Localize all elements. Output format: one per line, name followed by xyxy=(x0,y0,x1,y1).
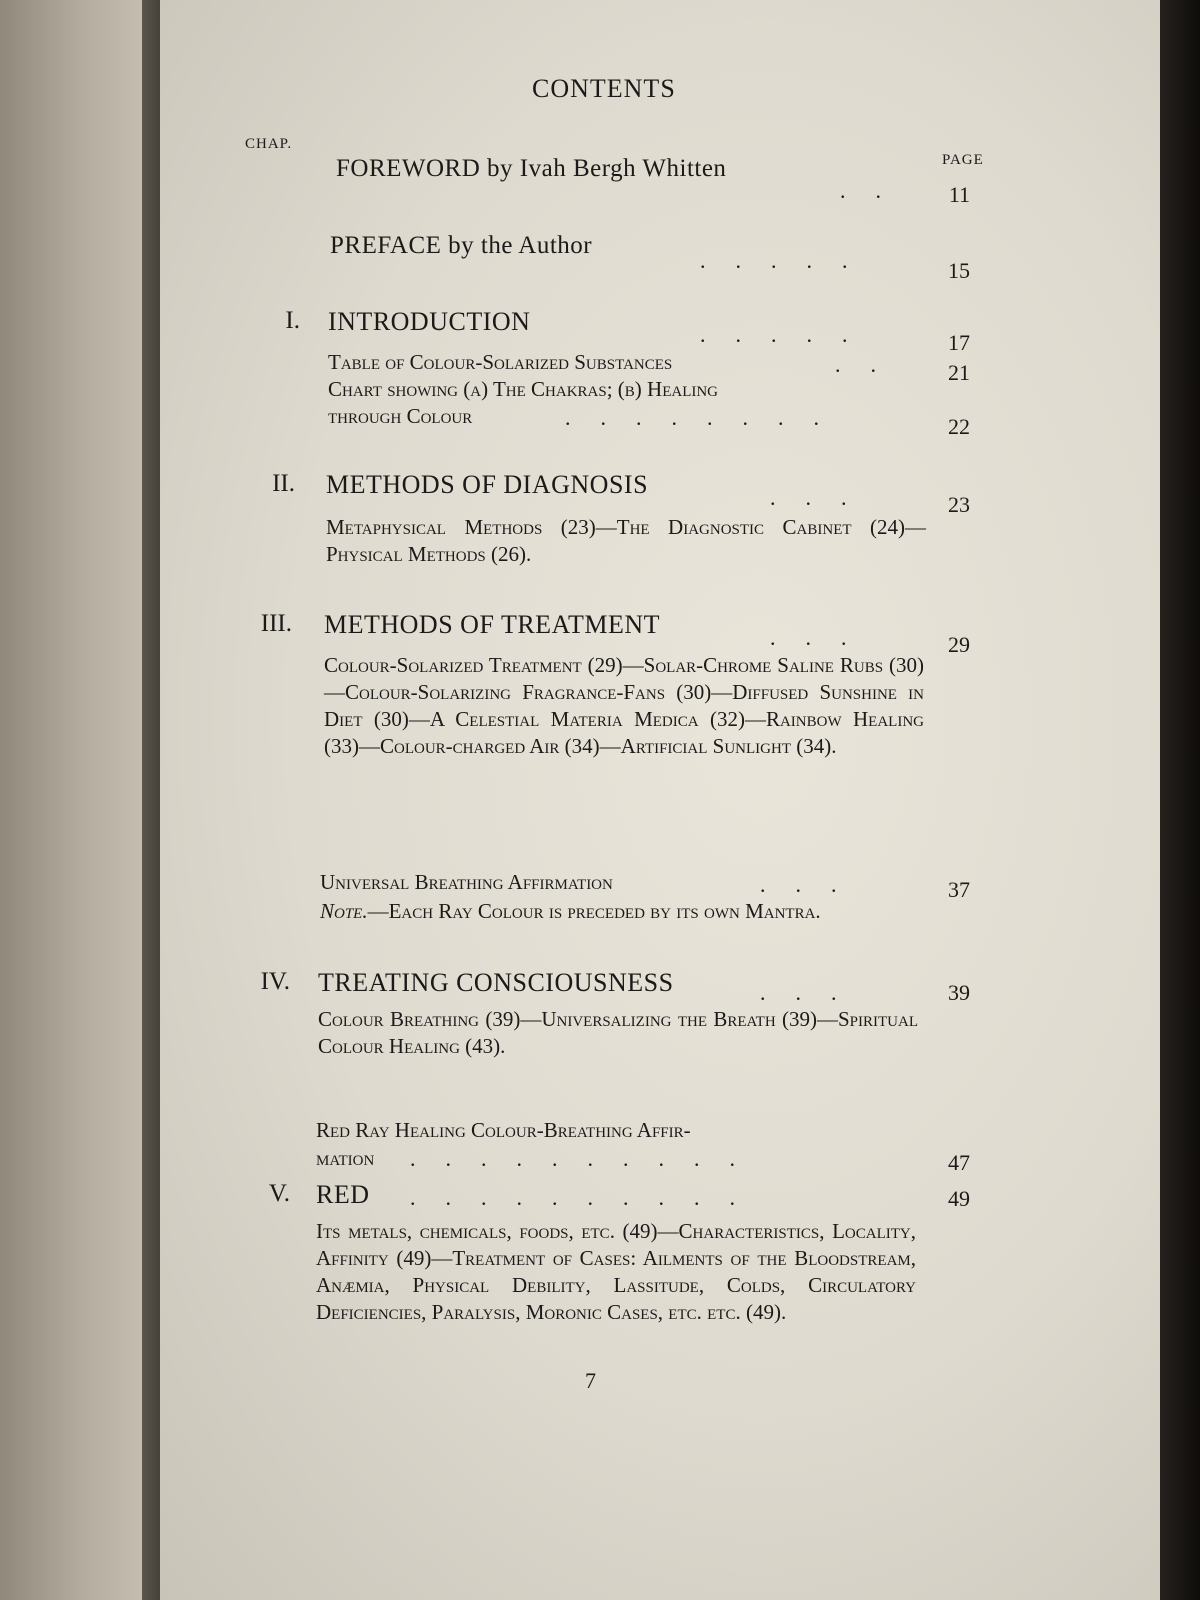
page-column-label: PAGE xyxy=(942,152,984,168)
dot-leader: ... xyxy=(760,980,867,1005)
note-text: —Each Ray Colour is preceded by its own Mantra. xyxy=(367,899,821,923)
page-title: CONTENTS xyxy=(532,74,676,103)
page-number: 47 xyxy=(948,1150,970,1175)
entry-title: FOREWORD by Ivah Bergh Whitten xyxy=(336,155,727,182)
chapter-number: III. xyxy=(260,610,292,637)
chapter-description: Colour Breathing (39)—Universalizing the Breath (39)—Spiritual Colour Healing (43). xyxy=(318,1007,918,1058)
page-number: 17 xyxy=(948,330,970,355)
entry-title: PREFACE by the Author xyxy=(330,232,593,259)
page-number: 29 xyxy=(948,632,970,657)
entry-title: METHODS OF DIAGNOSIS xyxy=(326,470,649,499)
entry-title: INTRODUCTION xyxy=(328,307,531,336)
entry-title: METHODS OF TREATMENT xyxy=(324,610,660,639)
entry-title: TREATING CONSCIOUSNESS xyxy=(318,968,674,997)
dot-leader: ... xyxy=(770,625,877,650)
dot-leader: .......... xyxy=(410,1185,765,1210)
chapter-number: IV. xyxy=(260,968,290,995)
page-number: 39 xyxy=(948,980,970,1005)
page-number: 23 xyxy=(948,492,970,517)
subentry-title: Table of Colour-Solarized Substances xyxy=(328,350,673,374)
page-number: 11 xyxy=(948,182,970,207)
subentry-page: 22 xyxy=(948,414,970,439)
entry-title-continued: mation xyxy=(316,1146,375,1170)
chapter-number: V. xyxy=(268,1180,290,1207)
subentry-title: Chart showing (a) The Chakras; (b) Healing xyxy=(328,377,719,401)
chapter-number: II. xyxy=(272,470,295,497)
facing-page-edge xyxy=(0,0,150,1600)
dot-leader: .......... xyxy=(410,1146,765,1171)
dot-leader: ... xyxy=(760,872,867,897)
contents-page xyxy=(160,0,1160,1600)
chapter-description: Metaphysical Methods (23)—The Diagnostic Cabinet (24)—Physical Methods (26). xyxy=(326,515,926,566)
page-number: 49 xyxy=(948,1186,970,1211)
page-folio: 7 xyxy=(585,1368,596,1393)
note-label: Note. xyxy=(320,899,368,923)
dot-leader: ........ xyxy=(565,405,849,430)
dot-leader: .. xyxy=(835,352,906,377)
note xyxy=(320,898,920,925)
page-number: 15 xyxy=(948,258,970,283)
chapter-description: Colour-Solarized Treatment (29)—Solar-Chrome Saline Rubs (30)—Colour-Solarizing Fragrance-Fans (30)—Diffused Sunshine in Diet (30)—A Celestial Materia Medica (32)—Rainbow Healing (33)—Colour-charged Air (34)—Artificial Sunlight (34). xyxy=(324,653,924,758)
page-number: 37 xyxy=(948,877,970,902)
dot-leader: ..... xyxy=(700,248,878,273)
subentry-page: 21 xyxy=(948,360,970,385)
chapter-column-label: CHAP. xyxy=(245,136,293,152)
entry-title: RED xyxy=(316,1180,370,1209)
entry-title: Universal Breathing Affirmation xyxy=(320,870,613,894)
dot-leader: ..... xyxy=(700,322,878,347)
chapter-description: Its metals, chemicals, foods, etc. (49)—Characteristics, Locality, Affinity (49)—Treatment of Cases: Ailments of the Bloodstream, Anæmia, Physical Debility, Lassitude, Colds, Circulatory Deficiencies, Paralysis, Moronic Cases, etc. etc. (49). xyxy=(316,1219,916,1324)
dot-leader: .. xyxy=(840,178,911,203)
dot-leader: ... xyxy=(770,485,877,510)
entry-title: Red Ray Healing Colour-Breathing Affir- xyxy=(316,1118,691,1142)
subentry-title-continued: through Colour xyxy=(328,404,473,428)
chapter-number: I. xyxy=(285,307,300,334)
